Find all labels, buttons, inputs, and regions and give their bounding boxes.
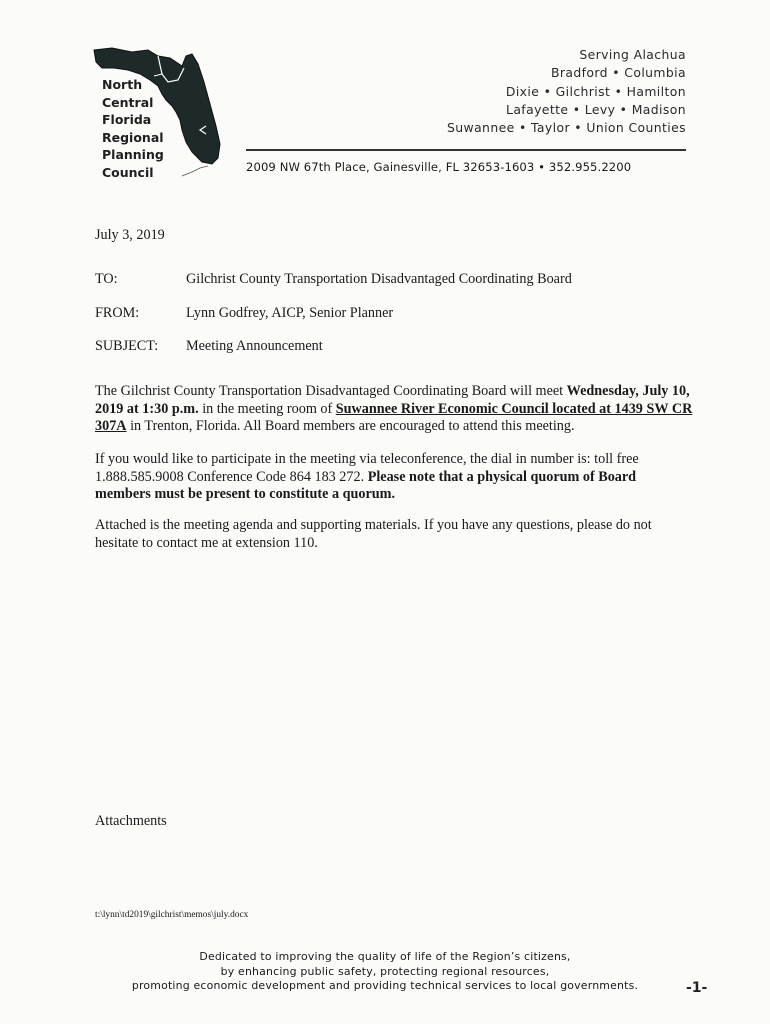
teleconference-text: If you would like to participate in the meeting via teleconference, the dial in number is: toll free 1.888.585.9008 Conference Code 864 183 272. bbox=[95, 451, 639, 485]
subject-value: Meeting Announcement bbox=[186, 338, 323, 354]
attachments-label: Attachments bbox=[95, 813, 167, 829]
footer-mission bbox=[100, 950, 670, 994]
serving-line-4: Lafayette • Levy • Madison bbox=[506, 101, 686, 117]
footer-line-2: by enhancing public safety, protecting regional resources, bbox=[220, 964, 550, 978]
contact-paragraph: Attached is the meeting agenda and supporting materials. If you have any questions, please do not hesitate to contact me at extension 110. bbox=[95, 517, 652, 551]
org-name bbox=[102, 76, 164, 182]
org-name-line-3: Florida bbox=[102, 112, 152, 128]
meeting-location: Suwannee River Economic Council located at 1439 SW CR 307A bbox=[95, 400, 693, 435]
serving-line-3: Dixie • Gilchrist • Hamilton bbox=[505, 83, 686, 99]
ncfrpc-logo bbox=[92, 46, 232, 178]
meeting-paragraph bbox=[95, 383, 695, 436]
serving-line-1: Serving Alachua bbox=[579, 47, 686, 62]
org-name-line-1: North bbox=[102, 77, 143, 92]
serving-line-2: Bradford • Columbia bbox=[550, 65, 686, 81]
to-value: Gilchrist County Transportation Disadvantaged Coordinating Board bbox=[186, 271, 572, 287]
page-number: -1- bbox=[686, 980, 708, 996]
footer-line-3: promoting economic development and providing technical services to local governments. bbox=[131, 979, 639, 993]
letterhead-divider bbox=[246, 149, 686, 151]
to-label: TO: bbox=[95, 271, 118, 287]
org-name-line-4: Regional bbox=[102, 129, 164, 145]
from-label: FROM: bbox=[95, 305, 140, 321]
org-name-line-6: Council bbox=[102, 164, 154, 180]
org-name-line-2: Central bbox=[102, 94, 154, 110]
meeting-text-1: The Gilchrist County Transportation Disadvantaged Coordinating Board will meet bbox=[95, 383, 567, 399]
quorum-notice: Please note that a physical quorum of Board members must be present to constitute a quorum. bbox=[95, 468, 637, 503]
teleconference-paragraph bbox=[95, 451, 695, 504]
serving-counties bbox=[447, 46, 686, 137]
meeting-text-2: in the meeting room of bbox=[198, 400, 336, 417]
org-name-line-5: Planning bbox=[102, 147, 164, 163]
from-value: Lynn Godfrey, AICP, Senior Planner bbox=[186, 305, 394, 321]
footer-line-1: Dedicated to improving the quality of life of the Region’s citizens, bbox=[199, 950, 571, 963]
subject-label: SUBJECT: bbox=[95, 338, 159, 354]
serving-line-5: Suwannee • Taylor • Union Counties bbox=[447, 120, 686, 136]
letter-date: July 3, 2019 bbox=[95, 227, 165, 243]
letterhead-address: 2009 NW 67th Place, Gainesville, FL 32653-1603 • 352.955.2200 bbox=[246, 160, 632, 174]
file-path: t:\lynn\td2019\gilchrist\memos\july.docx bbox=[95, 910, 249, 920]
meeting-text-3: in Trenton, Florida. All Board members are encouraged to attend this meeting. bbox=[126, 418, 575, 435]
meeting-datetime: Wednesday, July 10, 2019 at 1:30 p.m. bbox=[95, 383, 690, 417]
